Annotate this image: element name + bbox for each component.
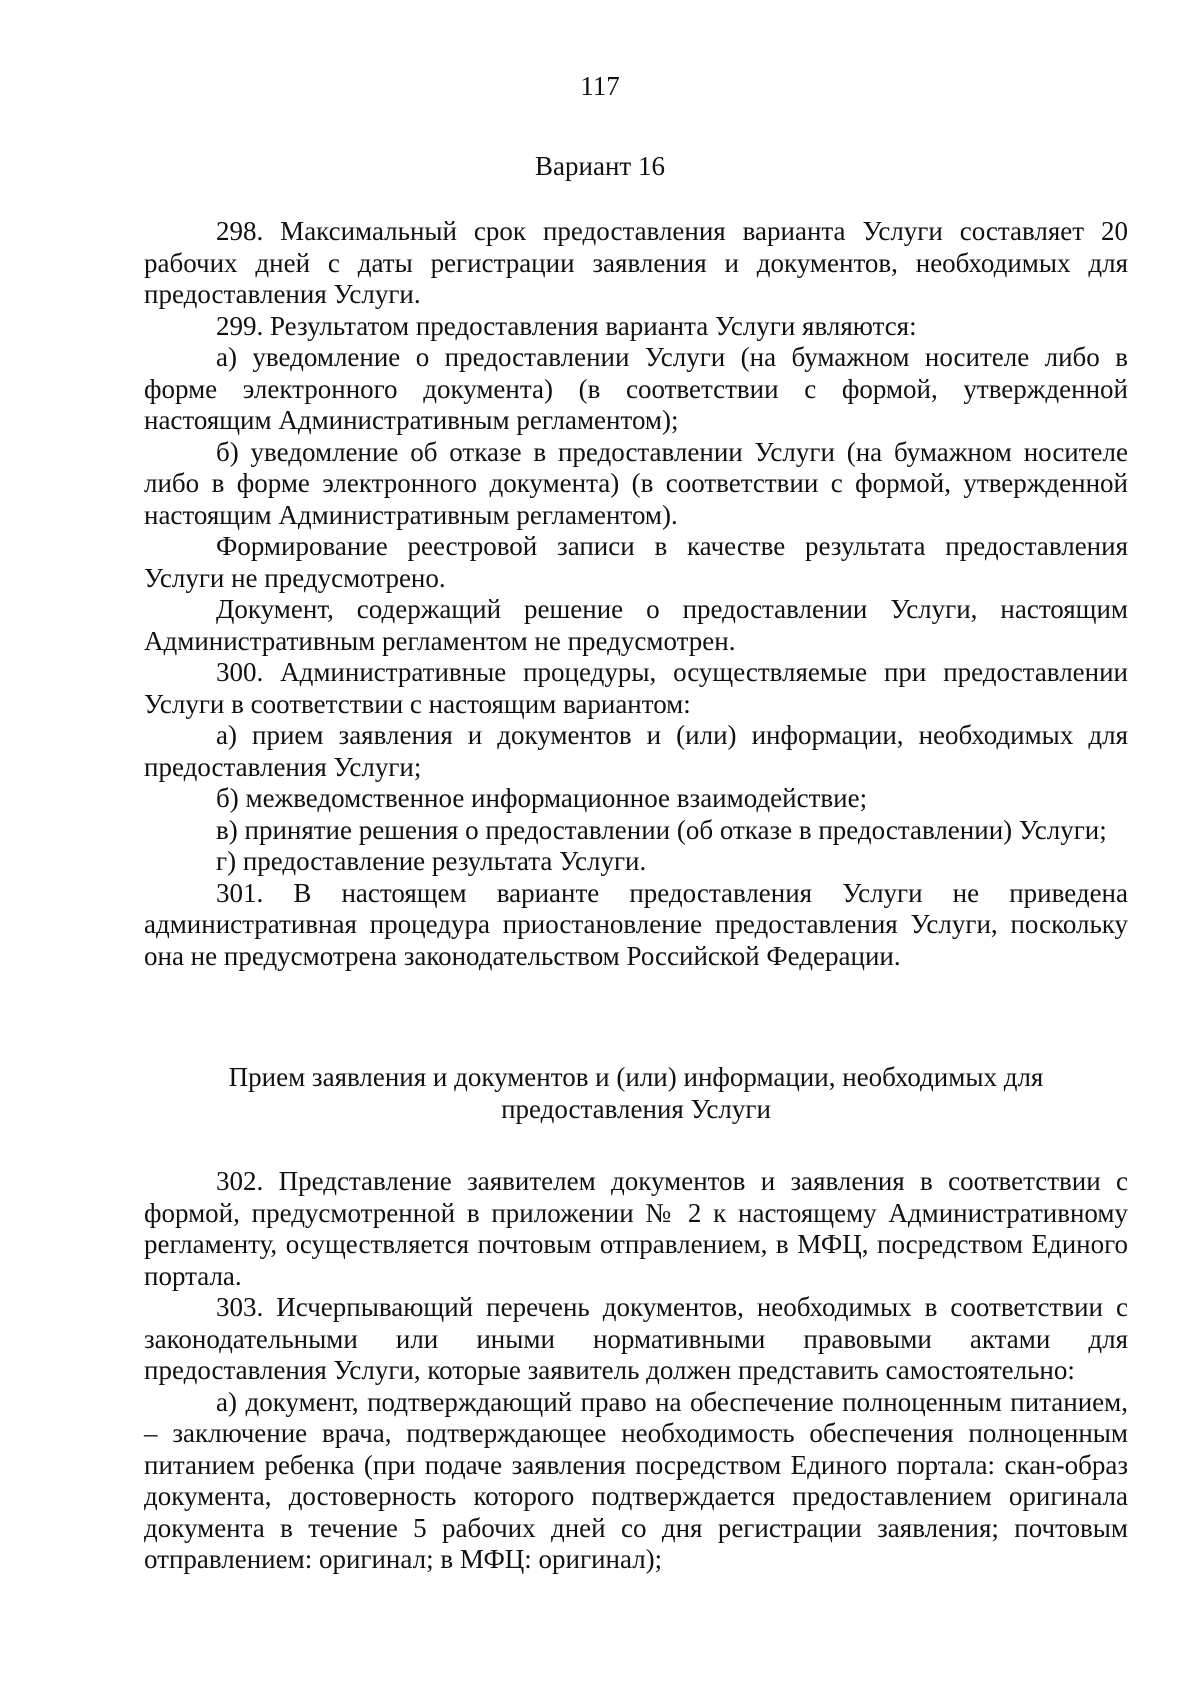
body-text-bottom (144, 1166, 1128, 1576)
paragraph-303: 303. Исчерпывающий перечень документов, необходимых в соответствии с законодательными или иными нормативными правовыми актами для предоставления Услуги, которые заявитель должен представить самостоятельно: (144, 1292, 1128, 1385)
variant-title: Вариант 16 (535, 151, 665, 181)
section-heading-line-1: Прием заявления и документов и (или) информации, необходимых для (228, 1062, 1044, 1092)
paragraph-decision-document: Документ, содержащий решение о предоставлении Услуги, настоящим Административным регламентом не предусмотрен. (144, 594, 1128, 656)
paragraph-298: 298. Максимальный срок предоставления варианта Услуги составляет 20 рабочих дней с даты регистрации заявления и документов, необходимых для предоставления Услуги. (144, 216, 1128, 309)
paragraph-299-b: б) уведомление об отказе в предоставлении Услуги (на бумажном носителе либо в форме электронного документа) (в соответствии с формой, утвержденной настоящим Административным регламентом). (144, 436, 1128, 530)
paragraph-303-a: а) документ, подтверждающий право на обеспечение полноценным питанием, – заключение врача, подтверждающее необходимость обеспечения полноценным питанием ребенка (при подаче заявления посредством Единого портала: скан-образ документа, достоверность которого подтверждается предоставлением оригинала документа в течение 5 рабочих дней со дня регистрации заявления; почтовым отправлением: оригинал; в МФЦ: оригинал); (144, 1386, 1128, 1574)
paragraph-registry-record: Формирование реестровой записи в качестве результата предоставления Услуги не предусмотрено. (144, 531, 1128, 593)
paragraph-301: 301. В настоящем варианте предоставления Услуги не приведена административная процедура приостановление предоставления Услуги, поскольку она не предусмотрена законодательством Российской Федерации. (144, 877, 1128, 971)
paragraph-300-a: а) прием заявления и документов и (или) информации, необходимых для предоставления Услуги; (144, 720, 1128, 782)
body-text-top (144, 216, 1128, 972)
paragraph-302: 302. Представление заявителем документов и заявления в соответствии с формой, предусмотренной в приложении № 2 к настоящему Административному регламенту, осуществляется почтовым отправлением, в МФЦ, посредством Единого портала. (144, 1166, 1128, 1291)
page-number: 117 (580, 71, 620, 101)
section-heading (144, 1062, 1128, 1125)
paragraph-300-g: г) предоставление результата Услуги. (216, 846, 647, 876)
paragraph-299: 299. Результатом предоставления варианта Услуги являются: (216, 310, 917, 341)
paragraph-300-v: в) принятие решения о предоставлении (об отказе в предоставлении) Услуги; (216, 814, 1107, 845)
section-heading-line-2: предоставления Услуги (501, 1093, 771, 1124)
paragraph-300-b: б) межведомственное информационное взаимодействие; (216, 783, 868, 813)
paragraph-299-a: а) уведомление о предоставлении Услуги (на бумажном носителе либо в форме электронного документа) (в соответствии с формой, утвержденной настоящим Административным регламентом); (144, 342, 1128, 435)
paragraph-300: 300. Административные процедуры, осуществляемые при предоставлении Услуги в соответствии с настоящим вариантом: (144, 657, 1128, 719)
